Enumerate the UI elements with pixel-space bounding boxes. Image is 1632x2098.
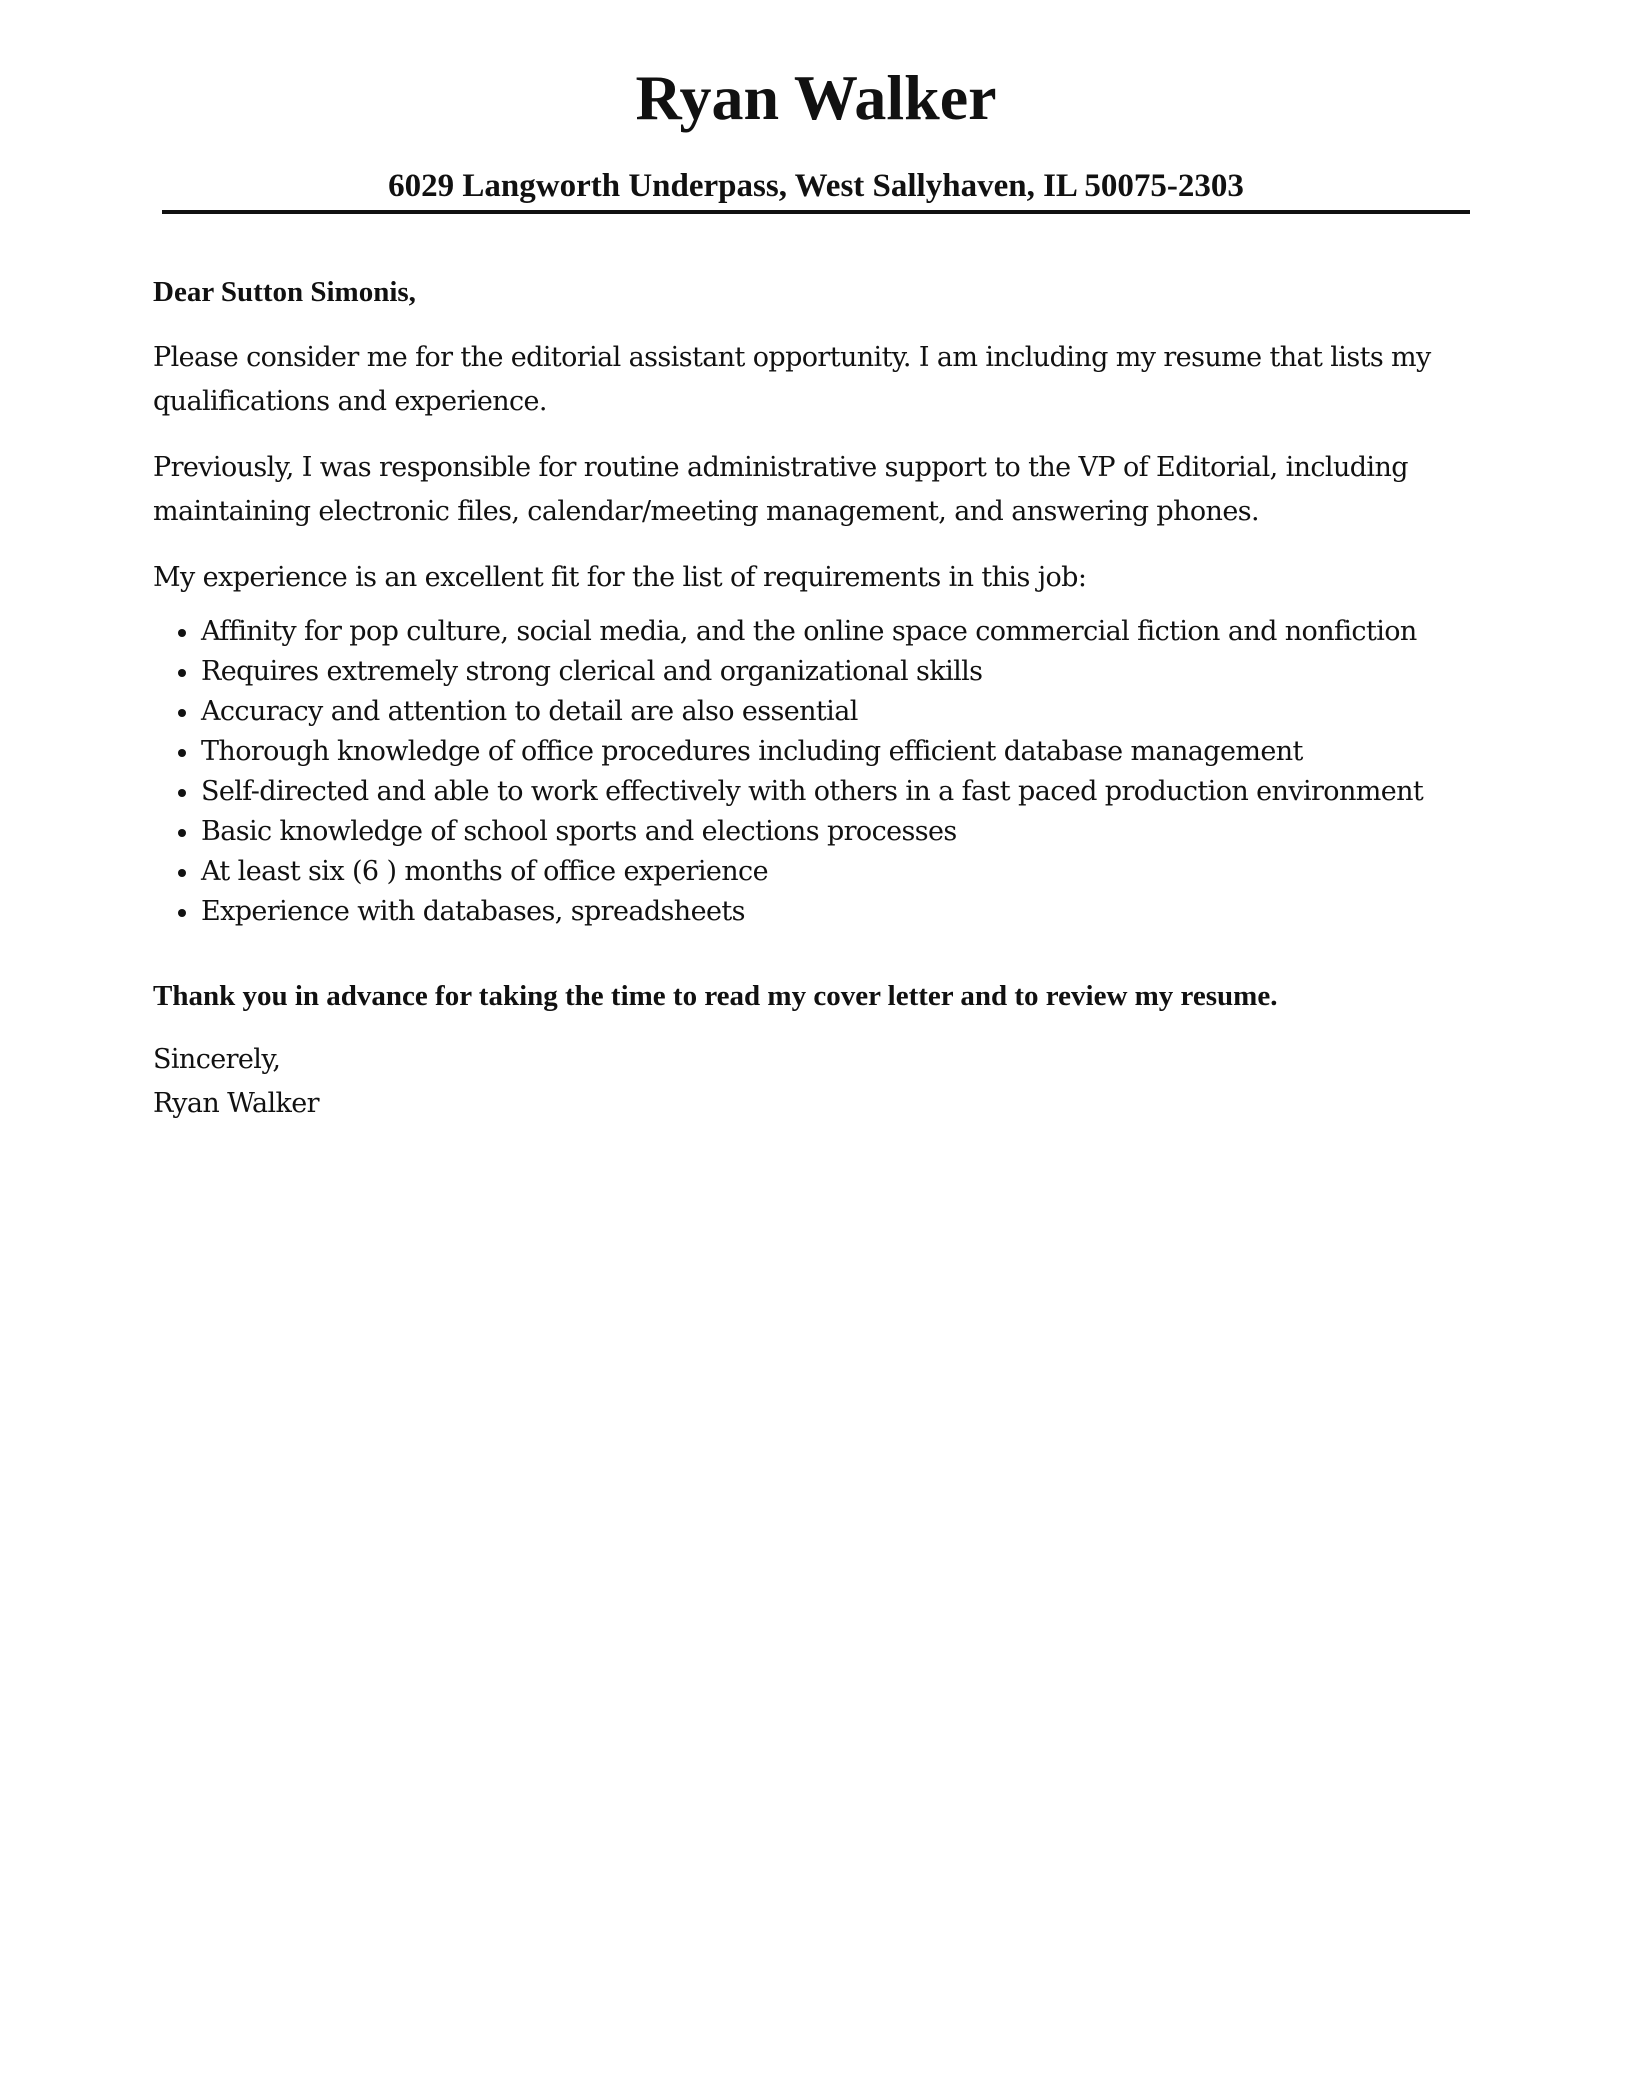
salutation: Dear Sutton Simonis, [153, 276, 416, 308]
applicant-address: 6029 Langworth Underpass, West Sallyhaven, IL 50075-2303 [388, 168, 1244, 204]
signature: Ryan Walker [153, 1088, 319, 1119]
list-item [153, 732, 1483, 772]
bullet-icon [178, 789, 186, 797]
requirement-text: Requires extremely strong clerical and organizational skills [201, 656, 983, 687]
bullet-icon [178, 869, 186, 877]
bullet-icon [178, 909, 186, 917]
requirement-text: Affinity for pop culture, social media, and the online space commercial fiction and nonfiction [201, 616, 1417, 647]
requirement-text: Experience with databases, spreadsheets [201, 896, 745, 927]
closing: Sincerely, [153, 1044, 281, 1075]
list-item [153, 852, 1483, 892]
bullet-icon [178, 749, 186, 757]
bullet-icon [178, 709, 186, 717]
requirement-text: Basic knowledge of school sports and elections processes [201, 816, 957, 847]
requirements-list [153, 612, 1483, 932]
list-item [153, 812, 1483, 852]
requirement-text: Accuracy and attention to detail are also essential [201, 696, 858, 727]
list-item [153, 772, 1483, 812]
thanks-statement: Thank you in advance for taking the time to read my cover letter and to review my resume. [153, 980, 1278, 1012]
requirements-intro: My experience is an excellent fit for the list of requirements in this job: [153, 562, 1087, 593]
header-divider [162, 210, 1470, 214]
bullet-icon [178, 629, 186, 637]
list-item [153, 652, 1483, 692]
list-item [153, 692, 1483, 732]
list-item [153, 892, 1483, 932]
bullet-icon [178, 669, 186, 677]
requirement-text: Self-directed and able to work effectively with others in a fast paced production environment [201, 776, 1424, 807]
list-item [153, 612, 1483, 652]
letter-body [153, 270, 1483, 1126]
experience-paragraph: Previously, I was responsible for routine administrative support to the VP of Editorial, including maintaining electronic files, calendar/meeting management, and answering phones. [153, 452, 1408, 527]
requirement-text: At least six (6 ) months of office experience [201, 856, 768, 887]
requirement-text: Thorough knowledge of office procedures including efficient database management [201, 736, 1303, 767]
intro-paragraph: Please consider me for the editorial assistant opportunity. I am including my resume that lists my qualifications and experience. [153, 342, 1431, 417]
bullet-icon [178, 829, 186, 837]
applicant-name: Ryan Walker [635, 62, 997, 133]
